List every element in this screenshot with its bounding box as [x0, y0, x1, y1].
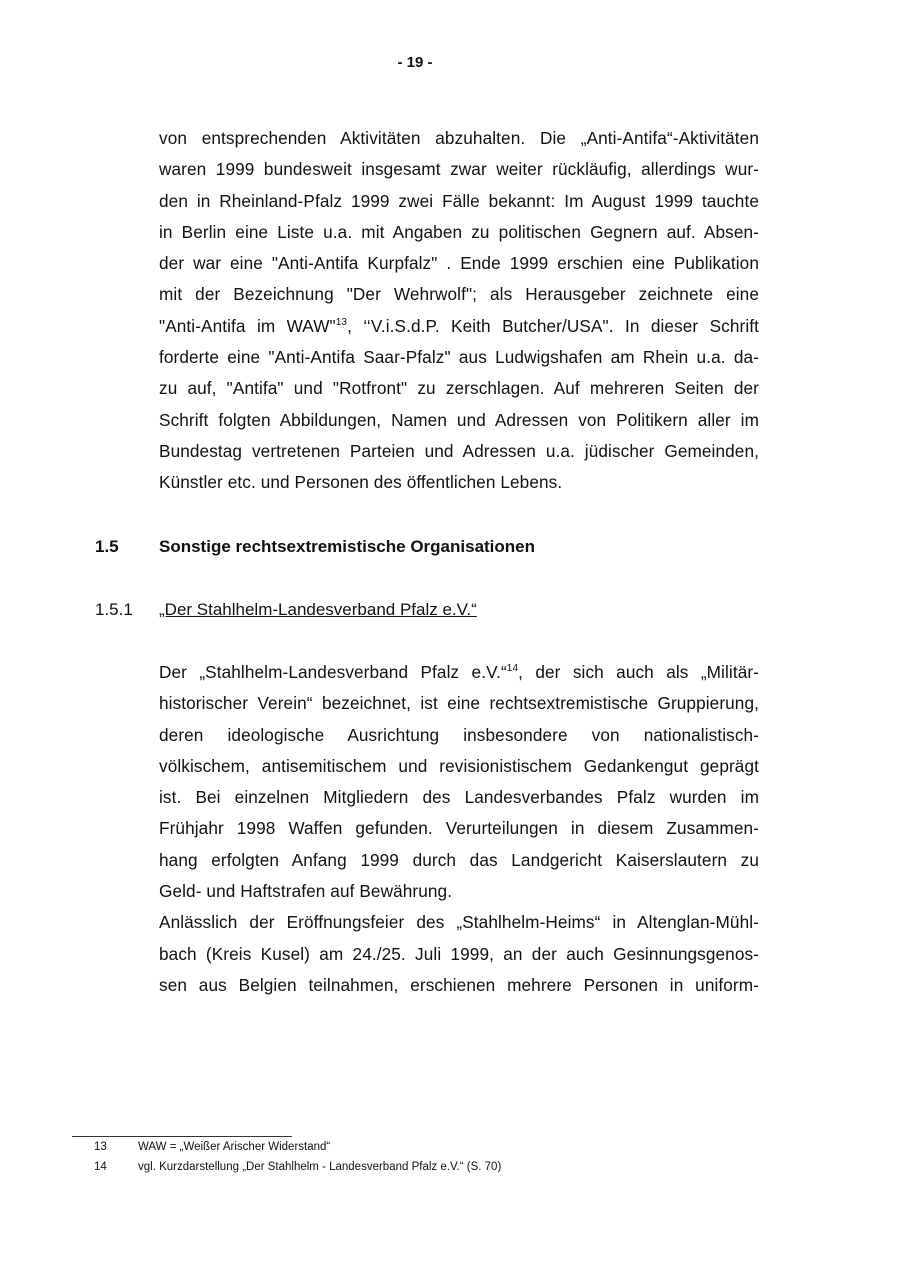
text-line: ist. Bei einzelnen Mitgliedern des Landesverbandes Pfalz wurden im: [159, 787, 759, 808]
text-line: sen aus Belgien teilnahmen, erschienen mehrere Personen in uniform-: [159, 974, 759, 995]
text-line: Künstler etc. und Personen des öffentlichen Lebens.: [159, 472, 563, 493]
text-line: Anlässlich der Eröffnungsfeier des „Stahlhelm-Heims“ in Altenglan-Mühl-: [159, 912, 759, 933]
text-line: Frühjahr 1998 Waffen gefunden. Verurteilungen in diesem Zusammen-: [159, 818, 759, 839]
text-line: deren ideologische Ausrichtung insbesondere von nationalistisch-: [159, 724, 759, 745]
text-line: hang erfolgten Anfang 1999 durch das Landgericht Kaiserslautern zu: [159, 849, 759, 870]
subsection-title: „Der Stahlhelm-Landesverband Pfalz e.V.“: [159, 600, 477, 619]
footnote-13: [94, 1141, 330, 1153]
paragraph-anti-antifa: [159, 123, 759, 499]
text-line: [159, 311, 759, 342]
text-line: Geld- und Haftstrafen auf Bewährung.: [159, 881, 453, 902]
text-line: von entsprechenden Aktivitäten abzuhalten. Die „Anti-Antifa“-Aktivitäten: [159, 128, 759, 148]
text-fragment: "Anti-Antifa im WAW": [159, 315, 336, 336]
text-line: der war eine "Anti-Antifa Kurpfalz" . Ende 1999 erschien eine Publikation: [159, 253, 759, 274]
section-heading: [95, 537, 535, 557]
text-line: forderte eine "Anti-Antifa Saar-Pfalz" aus Ludwigshafen am Rhein u.a. da-: [159, 347, 759, 368]
footnote-number: 14: [94, 1161, 107, 1173]
text-line: mit der Bezeichnung "Der Wehrwolf"; als Herausgeber zeichnete eine: [159, 284, 759, 305]
footnote-separator: [72, 1136, 292, 1137]
text-line: in Berlin eine Liste u.a. mit Angaben zu politischen Gegnern auf. Absen-: [159, 221, 759, 242]
text-fragment: , ‘‘V.i.S.d.P. Keith Butcher/USA". In dieser Schrift: [347, 315, 759, 336]
footnote-text: WAW = „Weißer Arischer Widerstand“: [138, 1141, 331, 1153]
subsection-number: 1.5.1: [95, 600, 133, 619]
text-fragment: , der sich auch als „Militär-: [518, 662, 759, 682]
footnote-text: vgl. Kurzdarstellung „Der Stahlhelm - Landesverband Pfalz e.V.“ (S. 70): [138, 1161, 502, 1173]
text-line: Bundestag vertretenen Parteien und Adressen u.a. jüdischer Gemeinden,: [159, 440, 759, 461]
text-line: Schrift folgten Abbildungen, Namen und Adressen von Politikern aller im: [159, 409, 759, 430]
text-fragment: Der „Stahlhelm-Landesverband Pfalz e.V.“: [159, 662, 507, 682]
subsection-heading: [95, 600, 477, 620]
text-line: waren 1999 bundesweit insgesamt zwar weiter rückläufig, allerdings wur-: [159, 159, 759, 180]
text-line: historischer Verein“ bezeichnet, ist eine rechtsextremistische Gruppierung,: [159, 693, 759, 714]
footnote-number: 13: [94, 1141, 107, 1153]
text-line: [159, 657, 759, 688]
footnote-ref-14[interactable]: 14: [506, 663, 519, 674]
text-line: bach (Kreis Kusel) am 24./25. Juli 1999, an der auch Gesinnungsgenos-: [159, 943, 759, 964]
footnote-ref-13[interactable]: 13: [335, 316, 348, 328]
page-number: - 19 -: [397, 54, 433, 71]
text-line: zu auf, "Antifa" und "Rotfront" zu zerschlagen. Auf mehreren Seiten der: [159, 378, 759, 399]
paragraph-stahlhelm: [159, 657, 759, 1001]
footnote-14: [94, 1161, 501, 1173]
section-number: 1.5: [95, 537, 119, 556]
text-line: den in Rheinland-Pfalz 1999 zwei Fälle bekannt: Im August 1999 tauchte: [159, 190, 759, 211]
section-title: Sonstige rechtsextremistische Organisationen: [159, 537, 536, 556]
text-line: völkischem, antisemitischem und revisionistischem Gedankengut geprägt: [159, 755, 759, 776]
